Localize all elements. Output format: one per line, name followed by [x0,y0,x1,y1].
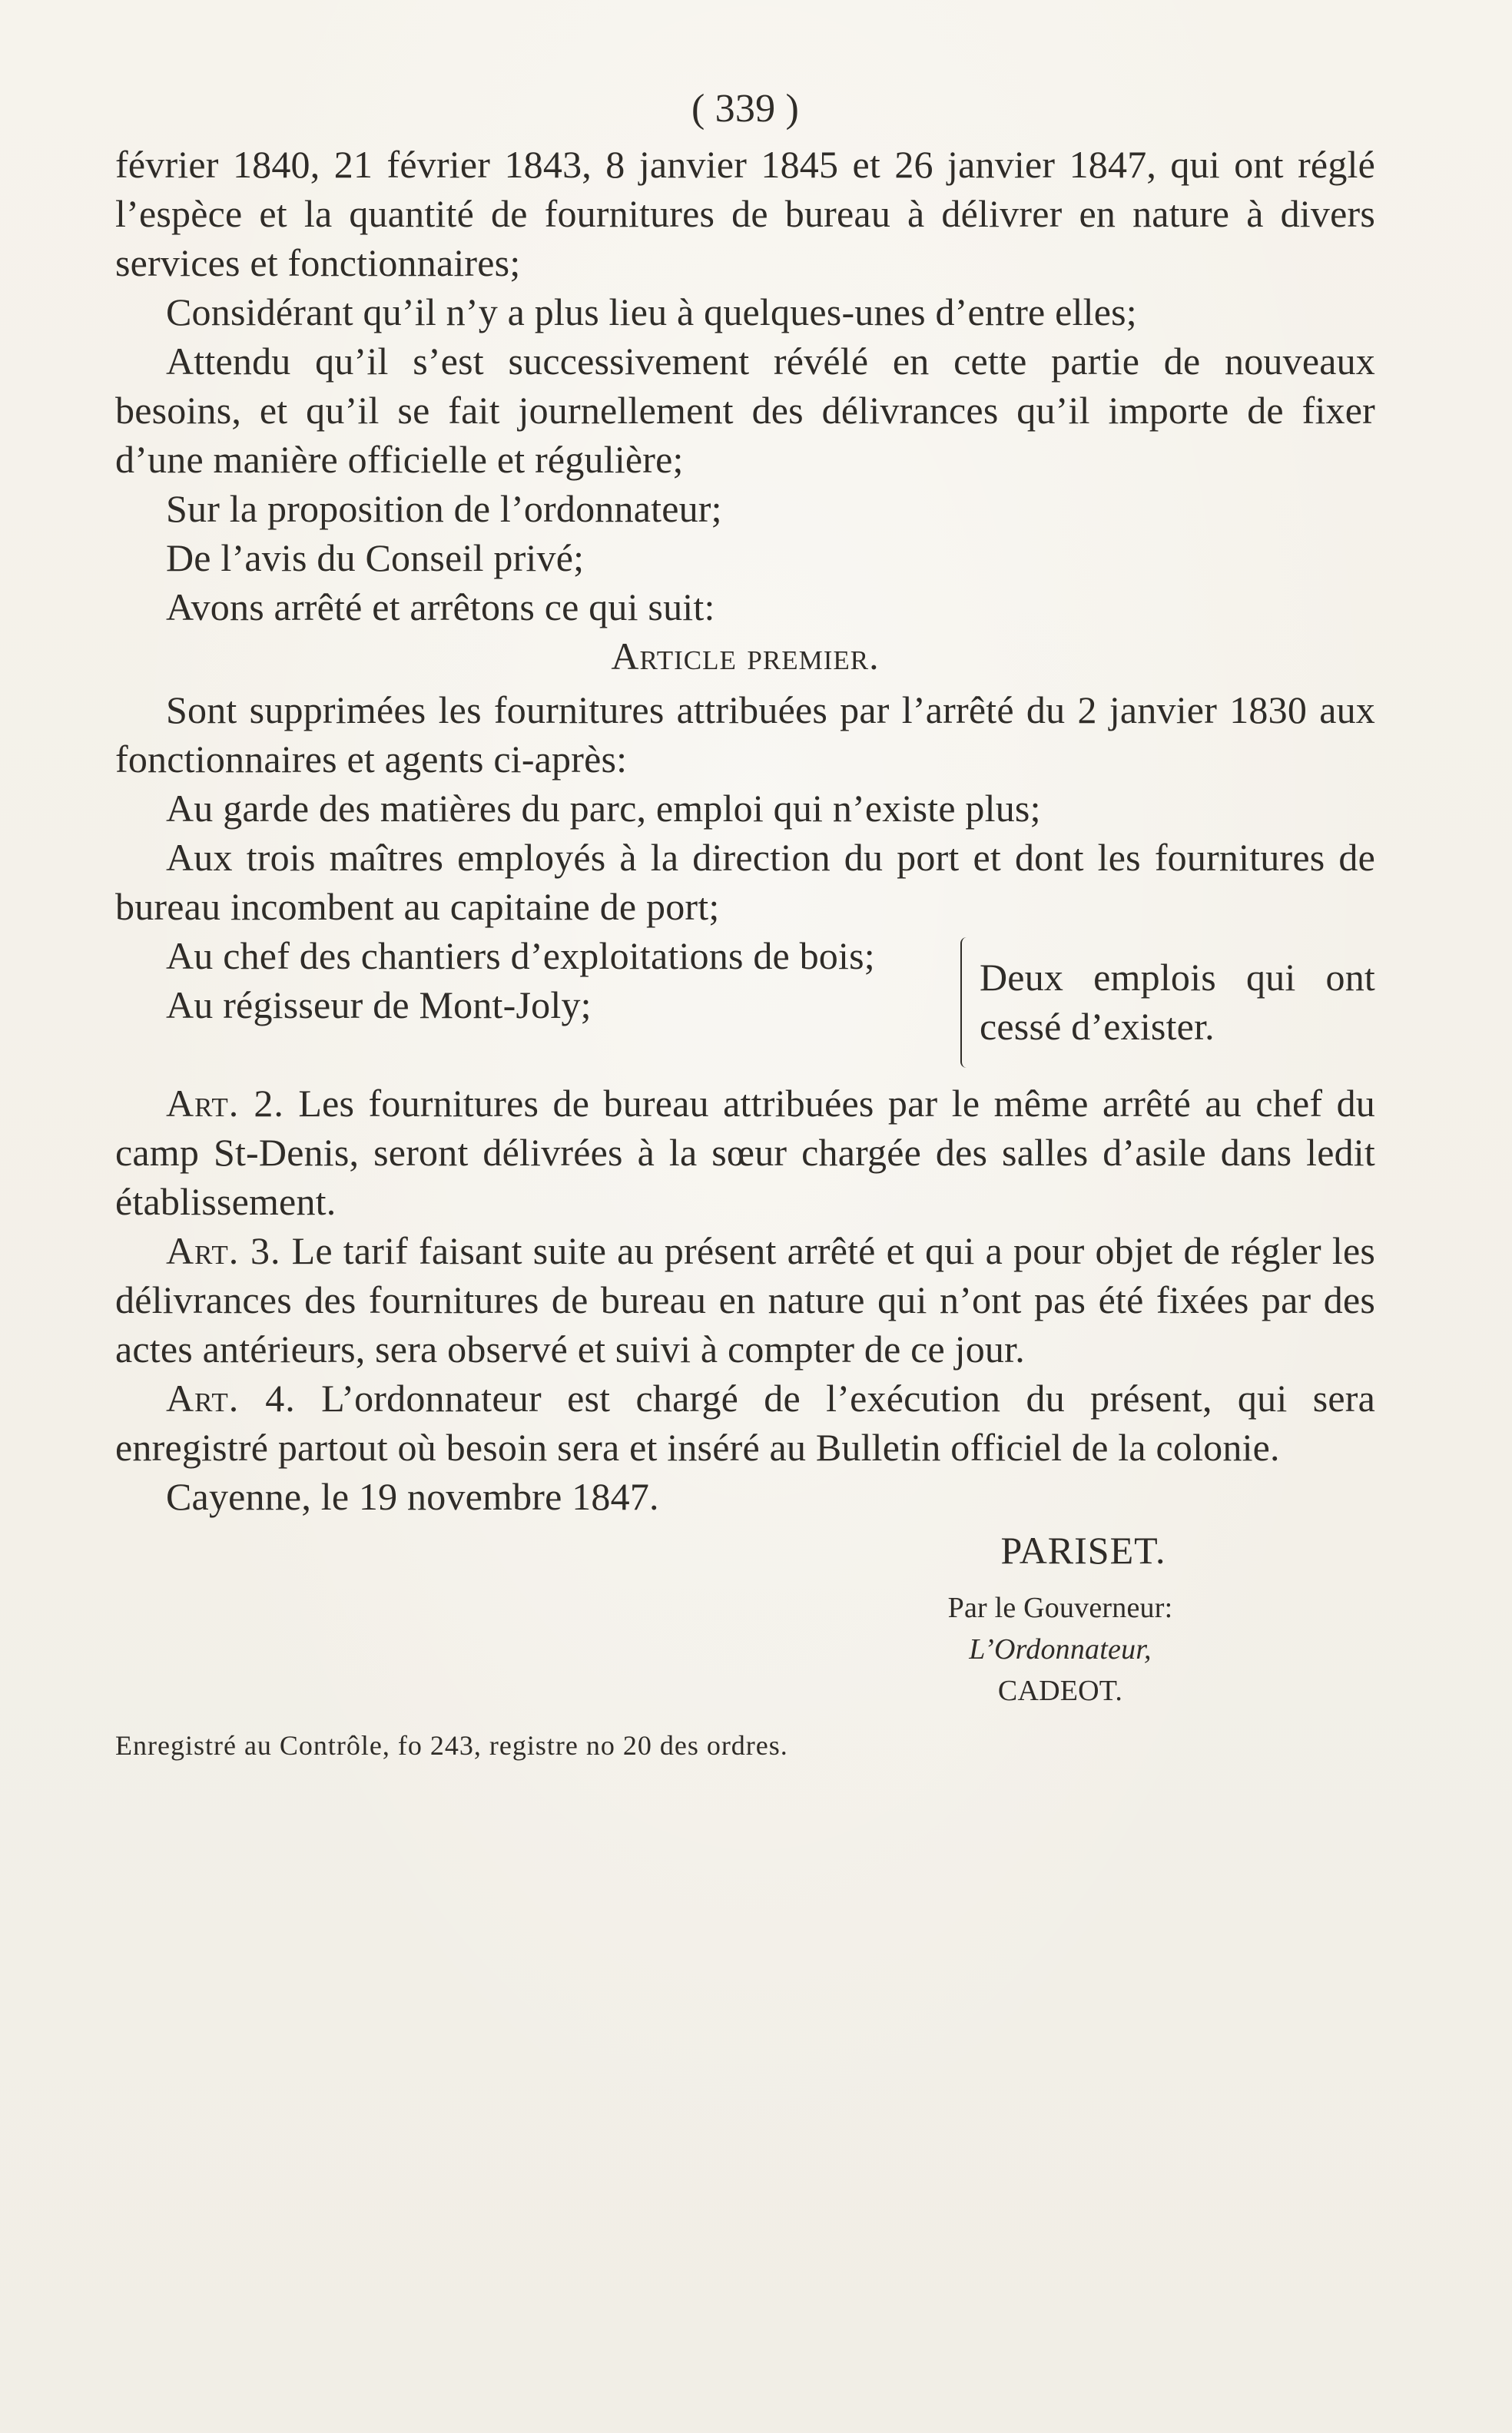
bracket-note: Deux emplois qui ont cessé d’exister. [980,956,1375,1048]
article-3-label: Art. 3. [166,1229,281,1272]
date-line: Cayenne, le 19 novembre 1847. [166,1475,659,1518]
article-1-item-maitres: Aux trois maîtres employés à la direction du port et dont les fournitures de bureau incombent au capitaine de port; [115,836,1375,928]
bracket-item-regisseur: Au régisseur de Mont-Joly; [166,983,592,1026]
brace-symbol [960,937,971,1068]
article-1-intro: Sont supprimées les fournitures attribuées par l’arrêté du 2 janvier 1830 aux fonctionnaires et agents ci-après: [115,688,1375,781]
paragraph-avons-arrete: Avons arrêté et arrêtons ce qui suit: [166,585,715,628]
signature-pariset: PARISET. [1000,1529,1166,1572]
bracket-item-chef-chantiers: Au chef des chantiers d’exploitations de bois; [166,934,875,977]
article-3-text: Le tarif faisant suite au présent arrêté et qui a pour objet de régler les délivrances des fournitures de bureau en nature qui n’ont pas été fixées par des actes antérieurs, sera observé et suivi à compter de ce jour. [115,1229,1376,1371]
article-1-item-garde: Au garde des matières du parc, emploi qui n’existe plus; [166,787,1041,830]
article-4 [115,1374,1375,1472]
article-2-text: Les fournitures de bureau attribuées par le même arrêté au chef du camp St-Denis, seront délivrées à la sœur chargée des salles d’asile dans ledit établissement. [115,1082,1375,1223]
page-number: ( 339 ) [691,87,800,131]
article-3 [115,1226,1375,1374]
countersign-name: CADEOT. [997,1675,1123,1707]
paragraph-attendu: Attendu qu’il s’est successivement révélé en cette partie de nouveaux besoins, et qu’il se fait journellement des délivrances qu’il importe de fixer d’une manière officielle et régulière; [115,340,1375,481]
paragraph-considerant: Considérant qu’il n’y a plus lieu à quelques-unes d’entre elles; [166,290,1137,333]
bracket-group [115,931,1375,1079]
bracket-left-column [115,931,960,1029]
document-body [115,85,1375,1764]
countersign-block [884,1587,1237,1712]
article-4-label: Art. 4. [166,1377,296,1420]
article-2-label: Art. 2. [166,1082,284,1125]
article-2 [115,1079,1375,1226]
paragraph-proposition: Sur la proposition de l’ordonnateur; [166,487,722,530]
registration-note: Enregistré au Contrôle, fo 243, registre no 20 des ordres. [115,1730,788,1761]
article-4-text: L’ordonnateur est chargé de l’exécution du présent, qui sera enregistré partout où besoin sera et inséré au Bulletin officiel de la colonie. [115,1377,1375,1469]
paragraph-continuation: février 1840, 21 février 1843, 8 janvier 1845 et 26 janvier 1847, qui ont réglé l’espèce et la quantité de fournitures de bureau à délivrer en nature à divers services et fonctionnaires; [115,143,1375,284]
article-heading: Article premier. [611,635,880,678]
countersign-role: L’Ordonnateur, [969,1633,1152,1666]
paragraph-avis: De l’avis du Conseil privé; [166,536,585,579]
countersign-intro: Par le Gouverneur: [947,1592,1173,1624]
